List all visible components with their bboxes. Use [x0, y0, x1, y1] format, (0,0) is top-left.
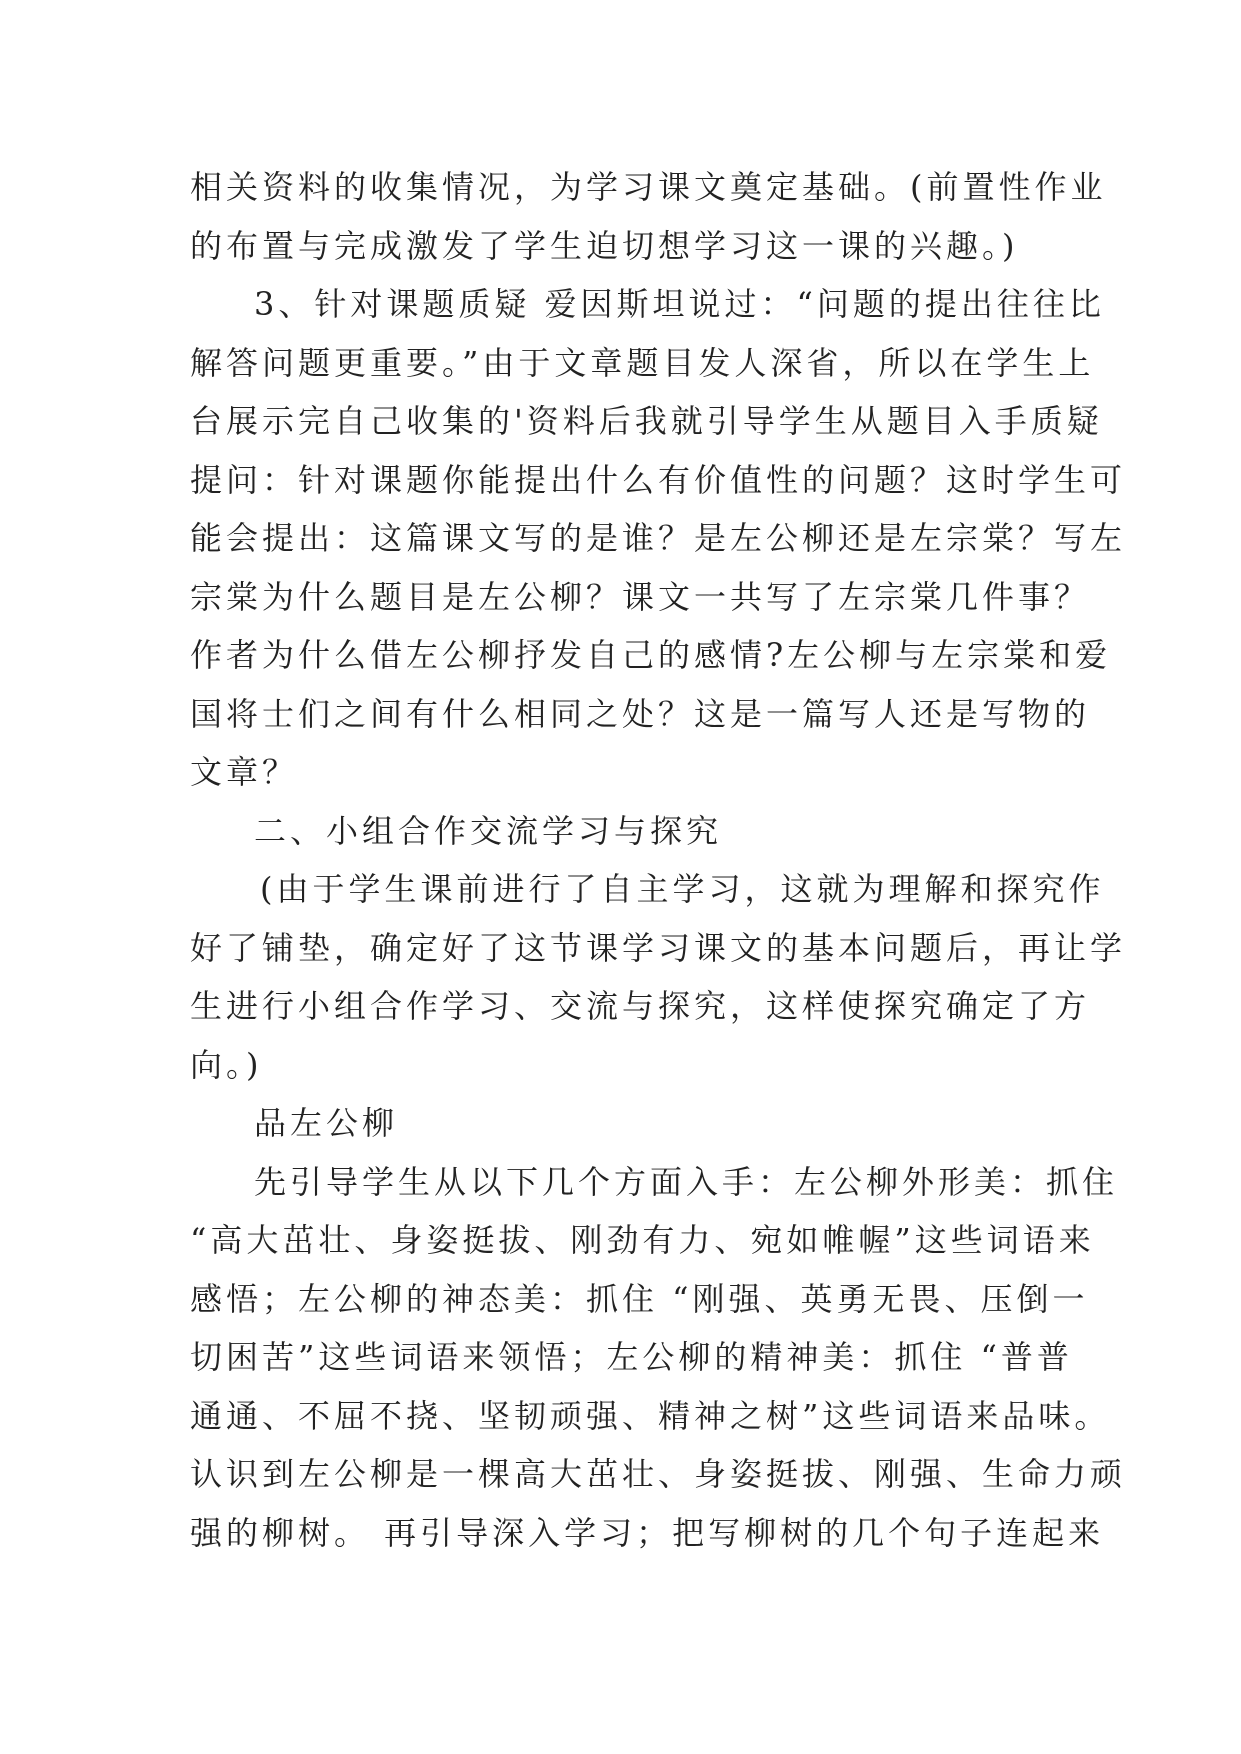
text-line: (由于学生课前进行了自主学习，这就为理解和探究作: [260, 870, 1105, 908]
text-line: 感悟；左公柳的神态美：抓住 “刚强、英勇无畏、压倒一: [190, 1279, 1089, 1318]
text-line: 认识到左公柳是一棵高大茁壮、身姿挺拔、刚强、生命力顽: [190, 1455, 1127, 1493]
document-page: [190, 158, 1127, 1562]
text-line: 好了铺垫，确定好了这节课学习课文的基本问题后，再让学: [190, 928, 1127, 967]
text-line: 3、针对课题质疑 爱因斯坦说过：“问题的提出往往比: [254, 285, 1105, 323]
text-line: 提问：针对课题你能提出什么有价值性的问题？这时学生可: [190, 460, 1127, 499]
text-line: 先引导学生从以下几个方面入手：左公柳外形美：抓住: [254, 1162, 1119, 1201]
text-line: 向。): [190, 1045, 263, 1084]
text-line: 的布置与完成激发了学生迫切想学习这一课的兴趣。): [190, 226, 1019, 265]
text-line: 切困苦”这些词语来领悟；左公柳的精神美：抓住 “普普: [190, 1338, 1073, 1376]
text-line: 解答问题更重要。”由于文章题目发人深省，所以在学生上: [190, 343, 1095, 382]
text-line: 台展示完自己收集的'资料后我就引导学生从题目入手质疑: [190, 402, 1103, 440]
text-line: 文章？: [190, 753, 299, 791]
text-line: 强的柳树。 再引导深入学习；把写柳树的几个句子连起来: [190, 1513, 1105, 1552]
text-line: 国将士们之间有什么相同之处？这是一篇写人还是写物的: [190, 694, 1091, 733]
text-line: 生进行小组合作学习、交流与探究，这样使探究确定了方: [190, 987, 1091, 1025]
text-line: 相关资料的收集情况，为学习课文奠定基础。(前置性作业: [190, 168, 1107, 206]
text-line: 通通、不屈不挠、坚韧顽强、精神之树”这些词语来品味。: [190, 1396, 1111, 1435]
text-line: 作者为什么借左公柳抒发自己的感情?左公柳与左宗棠和爱: [190, 636, 1112, 674]
subsection-heading: 品左公柳: [254, 1104, 399, 1142]
text-line: 宗棠为什么题目是左公柳？课文一共写了左宗棠几件事？: [190, 577, 1091, 616]
section-heading: 二、小组合作交流学习与探究: [254, 811, 723, 850]
text-line: “高大茁壮、身姿挺拔、刚劲有力、宛如帷幄”这些词语来: [190, 1221, 1095, 1259]
text-line: 能会提出：这篇课文写的是谁？是左公柳还是左宗棠？写左: [190, 519, 1127, 557]
